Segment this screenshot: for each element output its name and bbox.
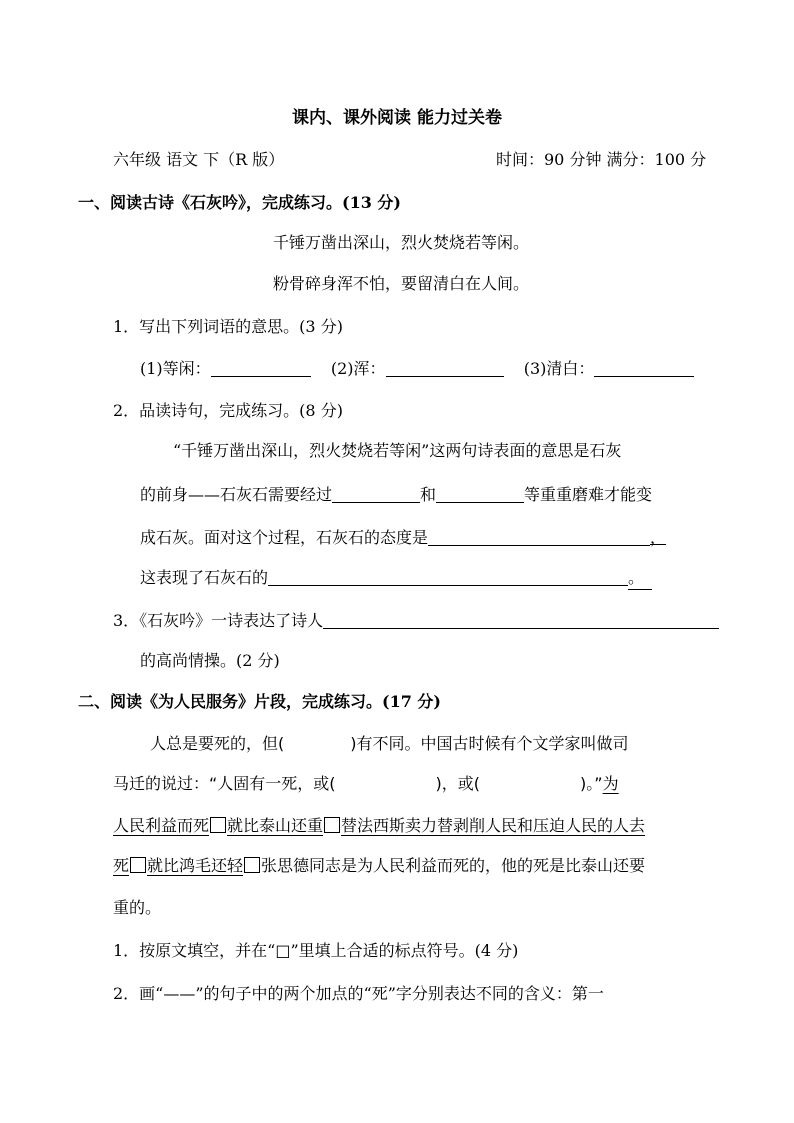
- s2-p3-c: 替法西斯卖力替剥削人民和压迫人民的人去: [341, 816, 646, 835]
- section2-heading: 二、阅读《为人民服务》片段，完成练习。(17 分): [78, 692, 441, 711]
- s2-p2-d: 为: [602, 774, 619, 793]
- q1-c-blank[interactable]: [594, 360, 694, 377]
- s2-p3-b: 就比泰山还重: [227, 816, 324, 835]
- s2-para-line-5: 重的。: [113, 898, 162, 917]
- s2-p1-b: )有不同。中国古时候有个文学家叫做司: [350, 734, 629, 753]
- q2-text-g: 。: [628, 567, 652, 590]
- poem-line-2: 粉骨碎身浑不怕，要留清白在人间。: [273, 274, 530, 293]
- poem-line-1: 千锤万凿出深山，烈火焚烧若等闲。: [273, 233, 530, 252]
- q1-c-label: (3)清白：: [523, 359, 595, 378]
- q3-blank[interactable]: [323, 612, 719, 629]
- s2-p2-b: )，或(: [435, 774, 481, 793]
- s2-p2-a: 马迁的说过：“人固有一死，或(: [113, 774, 336, 793]
- q1-a-blank[interactable]: [211, 360, 311, 377]
- s2-para-line-1: [150, 733, 629, 755]
- q2-blank-1[interactable]: [332, 486, 420, 503]
- q2-text-d: 成石灰。面对这个过程，石灰石的态度是: [140, 528, 429, 547]
- s2-question-1: 1．按原文填空，并在“□”里填上合适的标点符号。(4 分): [113, 941, 519, 960]
- punct-box-4[interactable]: [244, 857, 260, 873]
- s2-p3-a: 人民利益而死: [113, 816, 210, 835]
- s2-p4-b: 就比鸿毛还轻: [147, 856, 244, 875]
- q1-a-label: (1)等闲：: [140, 359, 211, 378]
- s2-p1-a: 人总是要死的，但(: [150, 734, 285, 753]
- s2-question-2: 2．画“——”的句子中的两个加点的“死”字分别表达不同的含义：第一: [113, 984, 604, 1003]
- s1-question-3-cont: 的高尚情操。(2 分): [140, 651, 280, 670]
- s2-p2-c: )。”: [580, 774, 603, 793]
- q2-blank-3[interactable]: [428, 529, 650, 546]
- punct-box-2[interactable]: [324, 817, 340, 833]
- s2-p4-a: 死: [113, 856, 130, 875]
- header-time-score: 时间：90 分钟 满分：100 分: [496, 150, 707, 169]
- q2-text-b: 和: [420, 485, 437, 504]
- s2-para-line-2: [113, 773, 619, 795]
- page-title: 课内、课外阅读 能力过关卷: [292, 108, 502, 128]
- q2-text-a: 的前身——石灰石需要经过: [140, 485, 333, 504]
- header-grade-info: 六年级 语文 下（R 版）: [113, 150, 285, 169]
- punct-box-1[interactable]: [210, 817, 226, 833]
- s1-question-2: 2．品读诗句，完成练习。(8 分): [113, 401, 343, 420]
- q2-text-c: 等重重磨难才能变: [524, 485, 653, 504]
- s2-para-line-3: [113, 815, 645, 837]
- s2-p4-c: 张思德同志是为人民利益而死的，他的死是比泰山还要: [261, 856, 646, 875]
- q2-blank-4[interactable]: [268, 569, 628, 586]
- punct-box-3[interactable]: [130, 857, 146, 873]
- section1-heading: 一、阅读古诗《石灰吟》，完成练习。(13 分): [78, 193, 401, 212]
- q2-blank-2[interactable]: [436, 486, 524, 503]
- s1-q1-answers: [140, 358, 694, 380]
- q1-b-label: (2)浑：: [330, 359, 386, 378]
- s2-para-line-4: [113, 855, 645, 877]
- q3-text-a: 3．《石灰吟》一诗表达了诗人: [113, 611, 324, 630]
- s1-q2-para-3: [140, 527, 666, 549]
- s1-q2-para-2: [140, 484, 652, 506]
- q2-text-f: 这表现了石灰石的: [140, 568, 269, 587]
- q1-b-blank[interactable]: [386, 360, 504, 377]
- s1-q2-para-1: “千锤万凿出深山，烈火焚烧若等闲”这两句诗表面的意思是石灰: [173, 441, 622, 460]
- s1-question-3: [113, 610, 719, 632]
- s1-question-1: 1．写出下列词语的意思。(3 分): [113, 317, 343, 336]
- q2-text-e: ，: [650, 528, 667, 547]
- s1-q2-para-4: [140, 567, 652, 590]
